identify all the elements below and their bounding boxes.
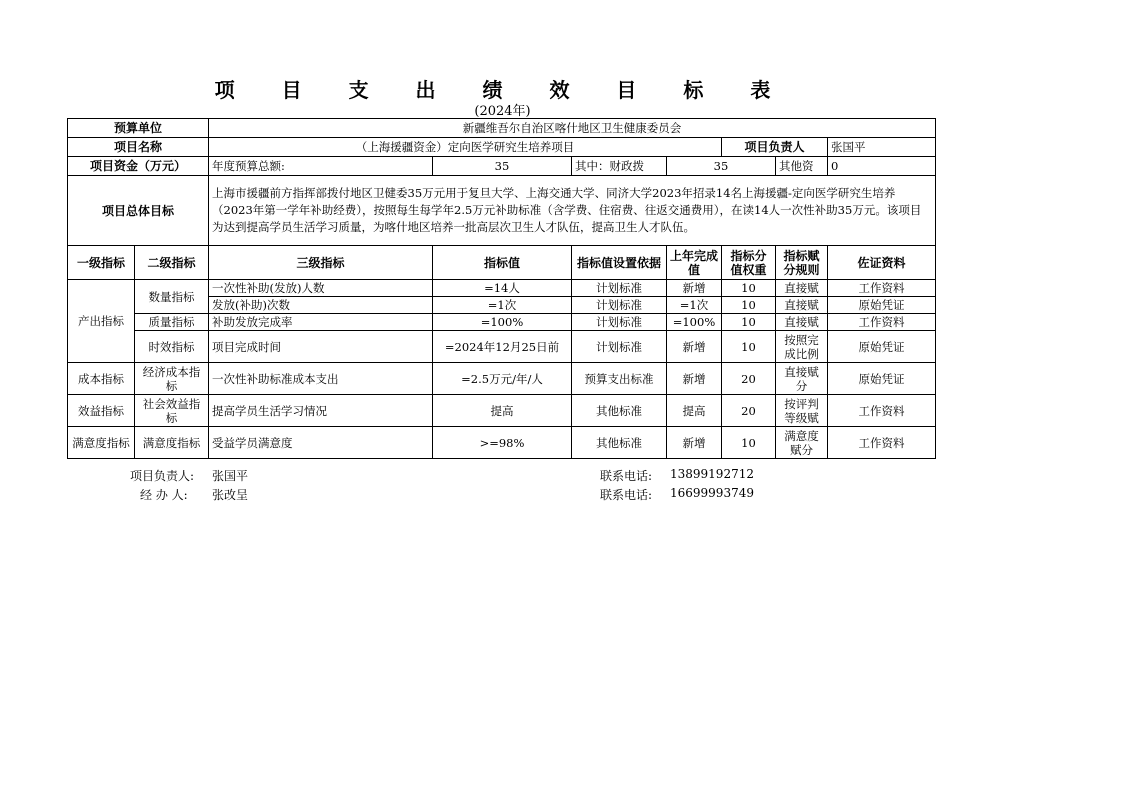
fiscal-label: 其中：财政拨 xyxy=(572,157,667,176)
funds-label: 项目资金（万元） xyxy=(68,157,209,176)
other-label: 其他资 xyxy=(776,157,828,176)
prev-cell: 新增 xyxy=(667,280,722,297)
year-subtitle: (2024年) xyxy=(474,104,531,119)
table-row xyxy=(68,363,936,395)
header-row xyxy=(68,246,936,280)
l3-cell: 受益学员满意度 xyxy=(209,427,433,459)
weight-cell: 10 xyxy=(722,314,776,331)
evidence-cell: 原始凭证 xyxy=(828,331,936,363)
basis-cell: 其他标准 xyxy=(572,427,667,459)
project-leader-value: 张国平 xyxy=(828,138,936,157)
prev-cell: 新增 xyxy=(667,427,722,459)
footer-handler-phone-label: 联系电话: xyxy=(600,488,653,502)
l1-satisfaction: 满意度指标 xyxy=(68,427,135,459)
header-basis: 指标值设置依据 xyxy=(572,246,667,280)
header-rule: 指标赋分规则 xyxy=(776,246,828,280)
l3-cell: 项目完成时间 xyxy=(209,331,433,363)
weight-cell: 10 xyxy=(722,297,776,314)
rule-cell: 满意度赋分 xyxy=(776,427,828,459)
weight-cell: 10 xyxy=(722,427,776,459)
evidence-cell: 工作资料 xyxy=(828,427,936,459)
footer-leader-label: 项目负责人: xyxy=(130,469,195,483)
performance-table xyxy=(67,118,936,459)
l3-cell: 一次性补助(发放)人数 xyxy=(209,280,433,297)
basis-cell: 预算支出标准 xyxy=(572,363,667,395)
weight-cell: 10 xyxy=(722,280,776,297)
value-cell: =14人 xyxy=(433,280,572,297)
goal-text: 上海市援疆前方指挥部拨付地区卫健委35万元用于复旦大学、上海交通大学、同济大学2023年招录14名上海援疆-定向医学研究生培养（2023年第一学年补助经费），按照每生每学年2.5万元补助标准（含学费、住宿费、往返交通费用），在读14人一次性补助35万元。该项目为达到提高学员生活学习质量，为喀什地区培养一批高层次卫生人才队伍，提高卫生人才队伍。 xyxy=(209,176,936,246)
value-cell: 提高 xyxy=(433,395,572,427)
rule-cell: 直接赋 xyxy=(776,297,828,314)
evidence-cell: 工作资料 xyxy=(828,395,936,427)
prev-cell: =100% xyxy=(667,314,722,331)
rule-cell: 直接赋 xyxy=(776,280,828,297)
evidence-cell: 工作资料 xyxy=(828,314,936,331)
weight-cell: 10 xyxy=(722,331,776,363)
weight-cell: 20 xyxy=(722,363,776,395)
budget-unit-row xyxy=(68,119,936,138)
footer-handler-value: 张改呈 xyxy=(212,488,249,502)
l2-satisfaction: 满意度指标 xyxy=(135,427,209,459)
prev-cell: 新增 xyxy=(667,331,722,363)
header-evidence: 佐证资料 xyxy=(828,246,936,280)
evidence-cell: 原始凭证 xyxy=(828,297,936,314)
fiscal-value: 35 xyxy=(667,157,776,176)
value-cell: >=98% xyxy=(433,427,572,459)
l3-cell: 一次性补助标准成本支出 xyxy=(209,363,433,395)
value-cell: =1次 xyxy=(433,297,572,314)
value-cell: =2.5万元/年/人 xyxy=(433,363,572,395)
table-row xyxy=(68,427,936,459)
footer-leader-value: 张国平 xyxy=(212,469,249,483)
l3-cell: 补助发放完成率 xyxy=(209,314,433,331)
l2-econ: 经济成本指标 xyxy=(135,363,209,395)
value-cell: =2024年12月25日前 xyxy=(433,331,572,363)
project-leader-label: 项目负责人 xyxy=(722,138,828,157)
value-cell: =100% xyxy=(433,314,572,331)
l2-time: 时效指标 xyxy=(135,331,209,363)
table-row xyxy=(68,314,936,331)
rule-cell: 直接赋分 xyxy=(776,363,828,395)
footer-handler-phone: 16699993749 xyxy=(670,486,754,500)
annual-total-label: 年度预算总额: xyxy=(209,157,433,176)
basis-cell: 计划标准 xyxy=(572,297,667,314)
budget-unit-label: 预算单位 xyxy=(68,119,209,138)
header-value: 指标值 xyxy=(433,246,572,280)
basis-cell: 计划标准 xyxy=(572,314,667,331)
header-weight: 指标分值权重 xyxy=(722,246,776,280)
header-l2: 二级指标 xyxy=(135,246,209,280)
table-row xyxy=(68,331,936,363)
l2-quality: 质量指标 xyxy=(135,314,209,331)
table-row xyxy=(68,395,936,427)
evidence-cell: 工作资料 xyxy=(828,280,936,297)
l3-cell: 发放(补助)次数 xyxy=(209,297,433,314)
basis-cell: 计划标准 xyxy=(572,280,667,297)
budget-unit-value: 新疆维吾尔自治区喀什地区卫生健康委员会 xyxy=(209,119,936,138)
l3-cell: 提高学员生活学习情况 xyxy=(209,395,433,427)
prev-cell: 提高 xyxy=(667,395,722,427)
project-name-label: 项目名称 xyxy=(68,138,209,157)
basis-cell: 计划标准 xyxy=(572,331,667,363)
weight-cell: 20 xyxy=(722,395,776,427)
other-value: 0 xyxy=(828,157,936,176)
goal-row xyxy=(68,176,936,246)
footer-handler-label: 经 办 人: xyxy=(140,488,188,502)
table-row xyxy=(68,280,936,297)
goal-label: 项目总体目标 xyxy=(68,176,209,246)
l2-quantity: 数量指标 xyxy=(135,280,209,314)
header-l3: 三级指标 xyxy=(209,246,433,280)
page-title: 项 目 支 出 绩 效 目 标 表 xyxy=(214,78,791,102)
evidence-cell: 原始凭证 xyxy=(828,363,936,395)
rule-cell: 直接赋 xyxy=(776,314,828,331)
prev-cell: 新增 xyxy=(667,363,722,395)
l2-social: 社会效益指标 xyxy=(135,395,209,427)
rule-cell: 按照完成比例 xyxy=(776,331,828,363)
prev-cell: =1次 xyxy=(667,297,722,314)
l1-output: 产出指标 xyxy=(68,280,135,363)
project-name-value: （上海援疆资金）定向医学研究生培养项目 xyxy=(209,138,722,157)
footer-leader-phone-label: 联系电话: xyxy=(600,469,653,483)
funds-row xyxy=(68,157,936,176)
project-name-row xyxy=(68,138,936,157)
l1-benefit: 效益指标 xyxy=(68,395,135,427)
annual-total-value: 35 xyxy=(433,157,572,176)
header-prev: 上年完成值 xyxy=(667,246,722,280)
footer-leader-phone: 13899192712 xyxy=(670,467,754,481)
header-l1: 一级指标 xyxy=(68,246,135,280)
rule-cell: 按评判等级赋 xyxy=(776,395,828,427)
l1-cost: 成本指标 xyxy=(68,363,135,395)
basis-cell: 其他标准 xyxy=(572,395,667,427)
